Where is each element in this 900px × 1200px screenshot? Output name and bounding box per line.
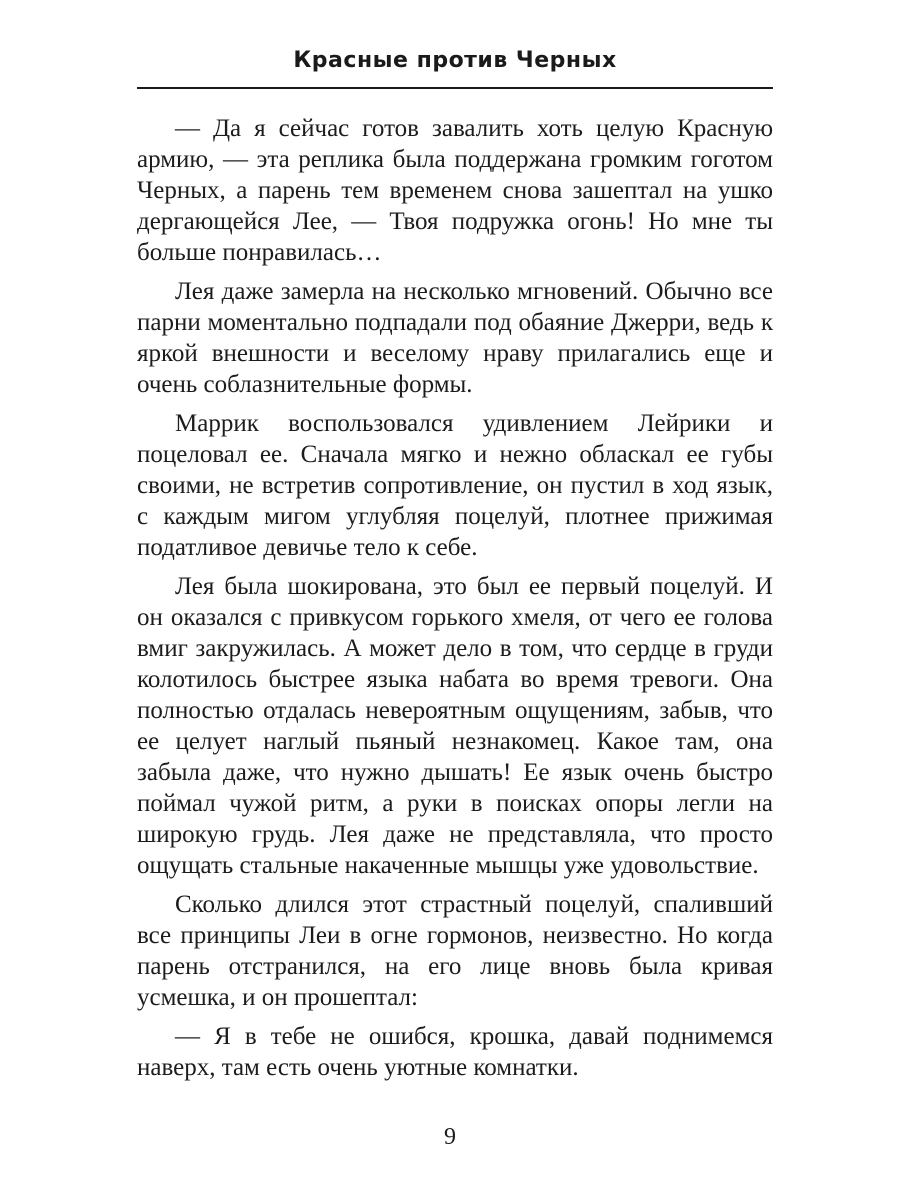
paragraph: Сколько длился этот страстный поцелуй, спаливший все принципы Леи в огне гормонов, неизвестно. Но когда парень отстранился, на его лице вновь была кривая усмешка, и он прошептал:	[137, 891, 773, 1011]
paragraph: — Я в тебе не ошибся, крошка, давай поднимемся наверх, там есть очень уютные комнатки.	[137, 1023, 773, 1081]
header-rule	[137, 87, 773, 89]
paragraph: Лея даже замерла на несколько мгновений. Обычно все парни моментально подпадали под обаяние Джерри, ведь к яркой внешности и веселому нраву прилагались еще и очень соблазнительные формы.	[137, 278, 773, 398]
running-title: Красные против Черных	[293, 48, 617, 73]
page-number: 9	[444, 1124, 456, 1150]
paragraph: — Да я сейчас готов завалить хоть целую Красную армию, — эта реплика была поддержана громким гоготом Черных, а парень тем временем снова зашептал на ушко дергающейся Лее, — Твоя подружка огонь! Но мне ты больше понравилась…	[137, 115, 773, 266]
paragraph: Лея была шокирована, это был ее первый поцелуй. И он оказался с привкусом горького хмеля, от чего ее голова вмиг закружилась. А может дело в том, что сердце в груди колотилось быстрее языка набата во время тревоги. Она полностью отдалась невероятным ощущениям, забыв, что ее целует наглый пьяный незнакомец. Какое там, она забыла даже, что нужно дышать! Ее язык очень быстро поймал чужой ритм, а руки в поисках опоры легли на широкую грудь. Лея даже не представляла, что просто ощущать стальные накаченные мышцы уже удовольствие.	[137, 573, 773, 879]
body-text	[137, 113, 773, 1091]
paragraph: Маррик воспользовался удивлением Лейрики и поцеловал ее. Сначала мягко и нежно обласкал ее губы своими, не встретив сопротивление, он пустил в ход язык, с каждым мигом углубляя поцелуй, плотнее прижимая податливое девичье тело к себе.	[137, 410, 773, 561]
